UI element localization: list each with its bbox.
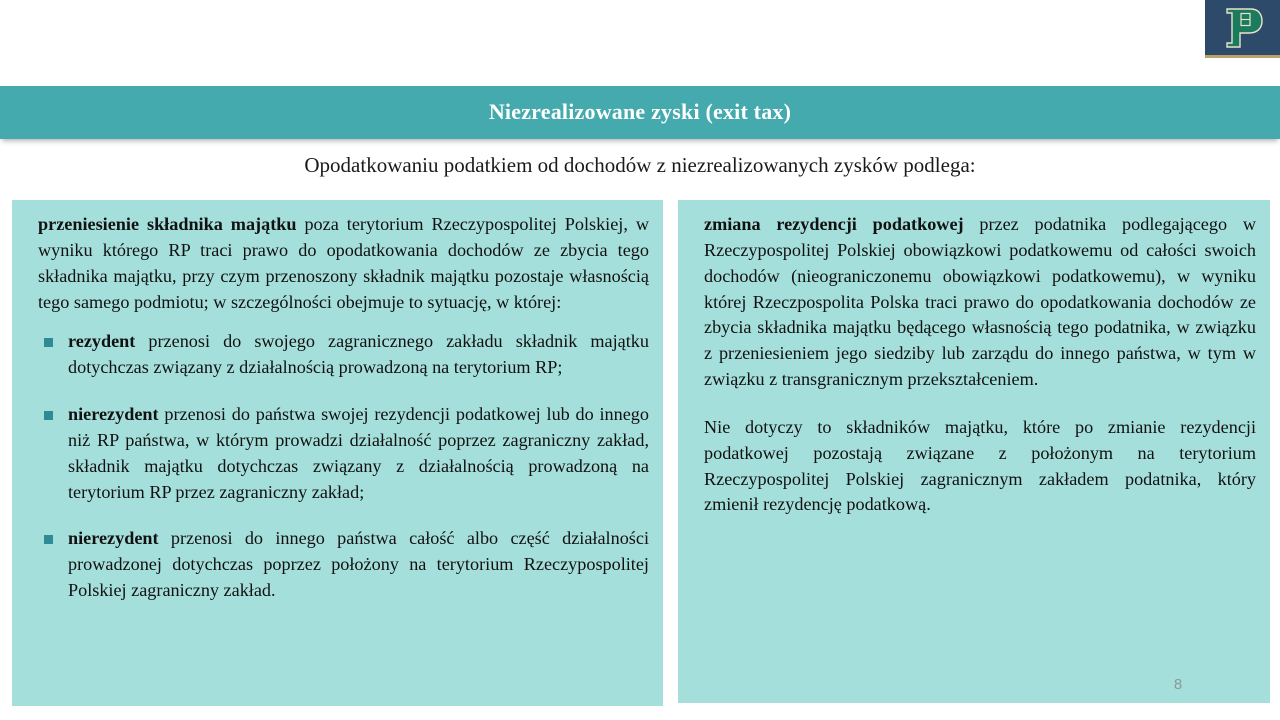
right-panel-paragraph-2: Nie dotyczy to składników majątku, które po zmianie rezydencji podatkowej pozostają związane z położonym na terytorium Rzeczypospolitej Polskiej zagranicznym zakładem podatnika, który zmienił rezydencję podatkową. xyxy=(704,416,1256,515)
right-panel-paragraph-1 xyxy=(704,212,1256,393)
content-panel-left xyxy=(12,200,663,706)
list-item xyxy=(38,526,649,604)
organization-logo xyxy=(1205,0,1280,58)
bullet-term: rezydent xyxy=(68,331,136,352)
page-number: 8 xyxy=(1173,676,1183,693)
bullet-text: przenosi do państwa swojej rezydencji podatkowej lub do innego niż RP państwa, w którym prowadzi działalność poprzez zagraniczny zakład, składnik majątku dotychczas związany z działalnością prowadzoną na terytorium RP przez zagraniczny zakład; xyxy=(68,404,649,502)
list-item xyxy=(38,402,649,505)
left-panel-bullet-list xyxy=(38,329,649,604)
bullet-text: przenosi do swojego zagranicznego zakładu składnik majątku dotychczas związany z działalnością prowadzoną na terytorium RP; xyxy=(68,331,649,378)
right-panel-paragraph-1-text: przez podatnika podlegającego w Rzeczypospolitej Polskiej obowiązkowi podatkowemu od całości swoich dochodów (nieograniczonemu obowiązkowi podatkowemu), w wyniku której Rzeczpospolita Polska traci prawo do opodatkowania dochodów ze zbycia składnika majątku będącego własnością tego podatnika, w związku z przeniesieniem jego siedziby lub zarządu do innego państwa, w tym w związku z transgranicznym przekształceniem. xyxy=(704,214,1256,390)
bullet-term: nierezydent xyxy=(68,404,159,425)
slide-title-banner xyxy=(0,86,1280,139)
content-panel-right xyxy=(678,200,1270,703)
right-panel-lead-term: zmiana rezydencji podatkowej xyxy=(704,214,964,234)
logo-letter-p-icon xyxy=(1220,5,1266,51)
bullet-term: nierezydent xyxy=(68,528,159,549)
square-bullet-icon xyxy=(44,411,53,420)
square-bullet-icon xyxy=(44,535,53,544)
left-panel-intro-text: poza terytorium Rzeczypospolitej Polskiej, w wyniku którego RP traci prawo do opodatkowania dochodów ze zbycia tego składnika majątku, przy czym przenoszony składnik majątku pozostaje własnością tego samego podmiotu; w szczególności obejmuje to sytuację, w której: xyxy=(38,214,650,312)
bullet-text: przenosi do innego państwa całość albo część działalności prowadzonej dotychczas poprzez położony na terytorium Rzeczypospolitej Polskiej zagraniczny zakład. xyxy=(68,528,649,601)
slide-subtitle: Opodatkowaniu podatkiem od dochodów z niezrealizowanych zysków podlega: xyxy=(304,153,976,177)
left-panel-lead-term: przeniesienie składnika majątku xyxy=(38,214,297,234)
square-bullet-icon xyxy=(44,338,53,347)
list-item xyxy=(38,329,649,381)
left-panel-intro-paragraph xyxy=(38,212,649,315)
page-title: Niezrealizowane zyski (exit tax) xyxy=(488,99,792,125)
